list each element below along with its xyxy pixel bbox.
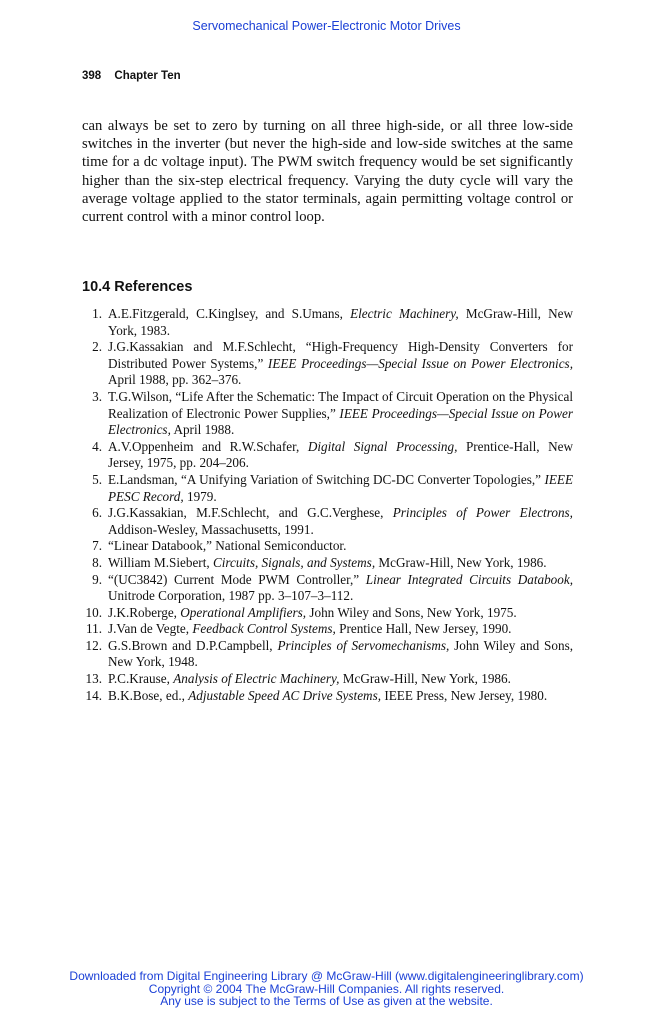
- reference-item: [82, 538, 573, 555]
- reference-item: [82, 621, 573, 638]
- reference-details: McGraw-Hill, New York, 1986.: [375, 554, 547, 570]
- reference-number: 4.: [92, 438, 102, 454]
- chapter-label: Chapter Ten: [114, 70, 181, 82]
- reference-item: [82, 555, 573, 572]
- reference-text: B.K.Bose, ed.,: [108, 687, 189, 703]
- reference-title: Operational Amplifiers,: [180, 604, 307, 620]
- reference-details: John Wiley and Sons, New York, 1948.: [108, 637, 574, 670]
- footer-download-link[interactable]: Downloaded from Digital Engineering Library @ McGraw-Hill (www.digitalengineeringlibrary.com): [69, 969, 584, 983]
- reference-number: 8.: [92, 554, 102, 570]
- body-paragraph: can always be set to zero by turning on all three high-side, or all three low-side switches in the inverter (but never the high-side and low-side switches at the same time for a dc voltage input). The PWM switch frequency would be set significantly higher than the six-step electrical frequency. Varying the duty cycle will vary the average voltage applied to the stator terminals, again permitting voltage control or current control with a minor control loop.: [82, 118, 573, 226]
- reference-title: IEEE PESC Record,: [108, 471, 573, 504]
- page-number: 398: [82, 70, 102, 82]
- reference-list: [82, 306, 573, 704]
- reference-number: 11.: [86, 621, 102, 637]
- reference-number: 1.: [92, 306, 102, 321]
- reference-number: 6.: [92, 505, 102, 521]
- reference-item: [82, 439, 573, 472]
- reference-text: “Linear Databook,” National Semiconductor.: [108, 538, 347, 554]
- reference-number: 3.: [92, 388, 102, 404]
- reference-item: [82, 671, 573, 688]
- reference-text: “(UC3842) Current Mode PWM Controller,”: [108, 571, 366, 587]
- section-heading: 10.4 References: [82, 279, 193, 295]
- reference-number: 10.: [85, 604, 102, 620]
- reference-details: John Wiley and Sons, New York, 1975.: [306, 604, 517, 620]
- reference-number: 12.: [85, 637, 102, 653]
- reference-title: Digital Signal Processing,: [307, 438, 458, 454]
- reference-text: T.G.Wilson, “Life After the Schematic: The Impact of Circuit Operation on the Physical Realization of Electronic Power Supplies,”: [108, 388, 573, 421]
- reference-title: Feedback Control Systems,: [192, 621, 336, 637]
- reference-number: 7.: [92, 538, 102, 554]
- footer: [0, 970, 653, 1008]
- reference-number: 5.: [92, 471, 102, 487]
- reference-number: 13.: [85, 671, 102, 687]
- footer-terms-link[interactable]: Any use is subject to the Terms of Use as given at the website.: [160, 994, 493, 1008]
- reference-text: J.G.Kassakian, M.F.Schlecht, and G.C.Verghese,: [108, 505, 393, 521]
- book-title-header: Servomechanical Power-Electronic Motor Drives: [192, 19, 461, 33]
- reference-details: April 1988.: [170, 422, 235, 438]
- reference-title: IEEE Proceedings—Special Issue on Power Electronics,: [267, 355, 573, 371]
- reference-details: Addison-Wesley, Massachusetts, 1991.: [108, 521, 314, 537]
- reference-text: E.Landsman, “A Unifying Variation of Switching DC-DC Converter Topologies,”: [108, 471, 545, 487]
- reference-title: IEEE Proceedings—Special Issue on Power Electronics,: [108, 405, 574, 438]
- reference-text: P.C.Krause,: [108, 671, 174, 687]
- reference-title: Analysis of Electric Machinery,: [173, 671, 340, 687]
- reference-title: Adjustable Speed AC Drive Systems,: [188, 687, 382, 703]
- reference-text: G.S.Brown and D.P.Campbell,: [108, 637, 278, 653]
- reference-text: J.G.Kassakian and M.F.Schlecht, “High-Frequency High-Density Converters for Distributed Power Systems,”: [108, 339, 573, 371]
- reference-text: A.E.Fitzgerald, C.Kinglsey, and S.Umans,: [108, 306, 351, 321]
- reference-item: [82, 638, 573, 671]
- reference-details: Prentice Hall, New Jersey, 1990.: [335, 621, 512, 637]
- reference-item: [82, 605, 573, 622]
- reference-title: Electric Machinery,: [350, 306, 459, 321]
- reference-item: [82, 505, 573, 538]
- reference-details: Prentice-Hall, New Jersey, 1975, pp. 204–206.: [108, 438, 573, 471]
- reference-text: A.V.Oppenheim and R.W.Schafer,: [108, 438, 308, 454]
- running-head: [82, 70, 181, 82]
- reference-number: 9.: [92, 571, 102, 587]
- reference-title: Principles of Power Electrons,: [392, 505, 573, 521]
- reference-details: McGraw-Hill, New York, 1983.: [108, 306, 573, 338]
- reference-number: 14.: [85, 687, 102, 703]
- reference-title: Circuits, Signals, and Systems,: [212, 554, 376, 570]
- reference-item: [82, 688, 573, 705]
- reference-item: [82, 339, 573, 389]
- reference-text: J.K.Roberge,: [108, 604, 181, 620]
- reference-item: [82, 389, 573, 439]
- reference-title: Linear Integrated Circuits Databook,: [365, 571, 574, 587]
- footer-copyright: Copyright © 2004 The McGraw-Hill Companies. All rights reserved.: [148, 981, 505, 996]
- body-text: [82, 117, 573, 226]
- reference-item: [82, 472, 573, 505]
- reference-text: William M.Siebert,: [108, 554, 213, 570]
- reference-details: McGraw-Hill, New York, 1986.: [339, 671, 511, 687]
- reference-item: [82, 306, 573, 339]
- reference-title: Principles of Servomechanisms,: [277, 637, 450, 653]
- reference-text: J.Van de Vegte,: [108, 621, 193, 637]
- reference-details: IEEE Press, New Jersey, 1980.: [381, 687, 548, 703]
- reference-details: Unitrode Corporation, 1987 pp. 3–107–3–112.: [108, 588, 354, 604]
- reference-item: [82, 572, 573, 605]
- reference-number: 2.: [92, 339, 102, 355]
- reference-details: 1979.: [183, 488, 217, 504]
- reference-details: April 1988, pp. 362–376.: [108, 372, 242, 388]
